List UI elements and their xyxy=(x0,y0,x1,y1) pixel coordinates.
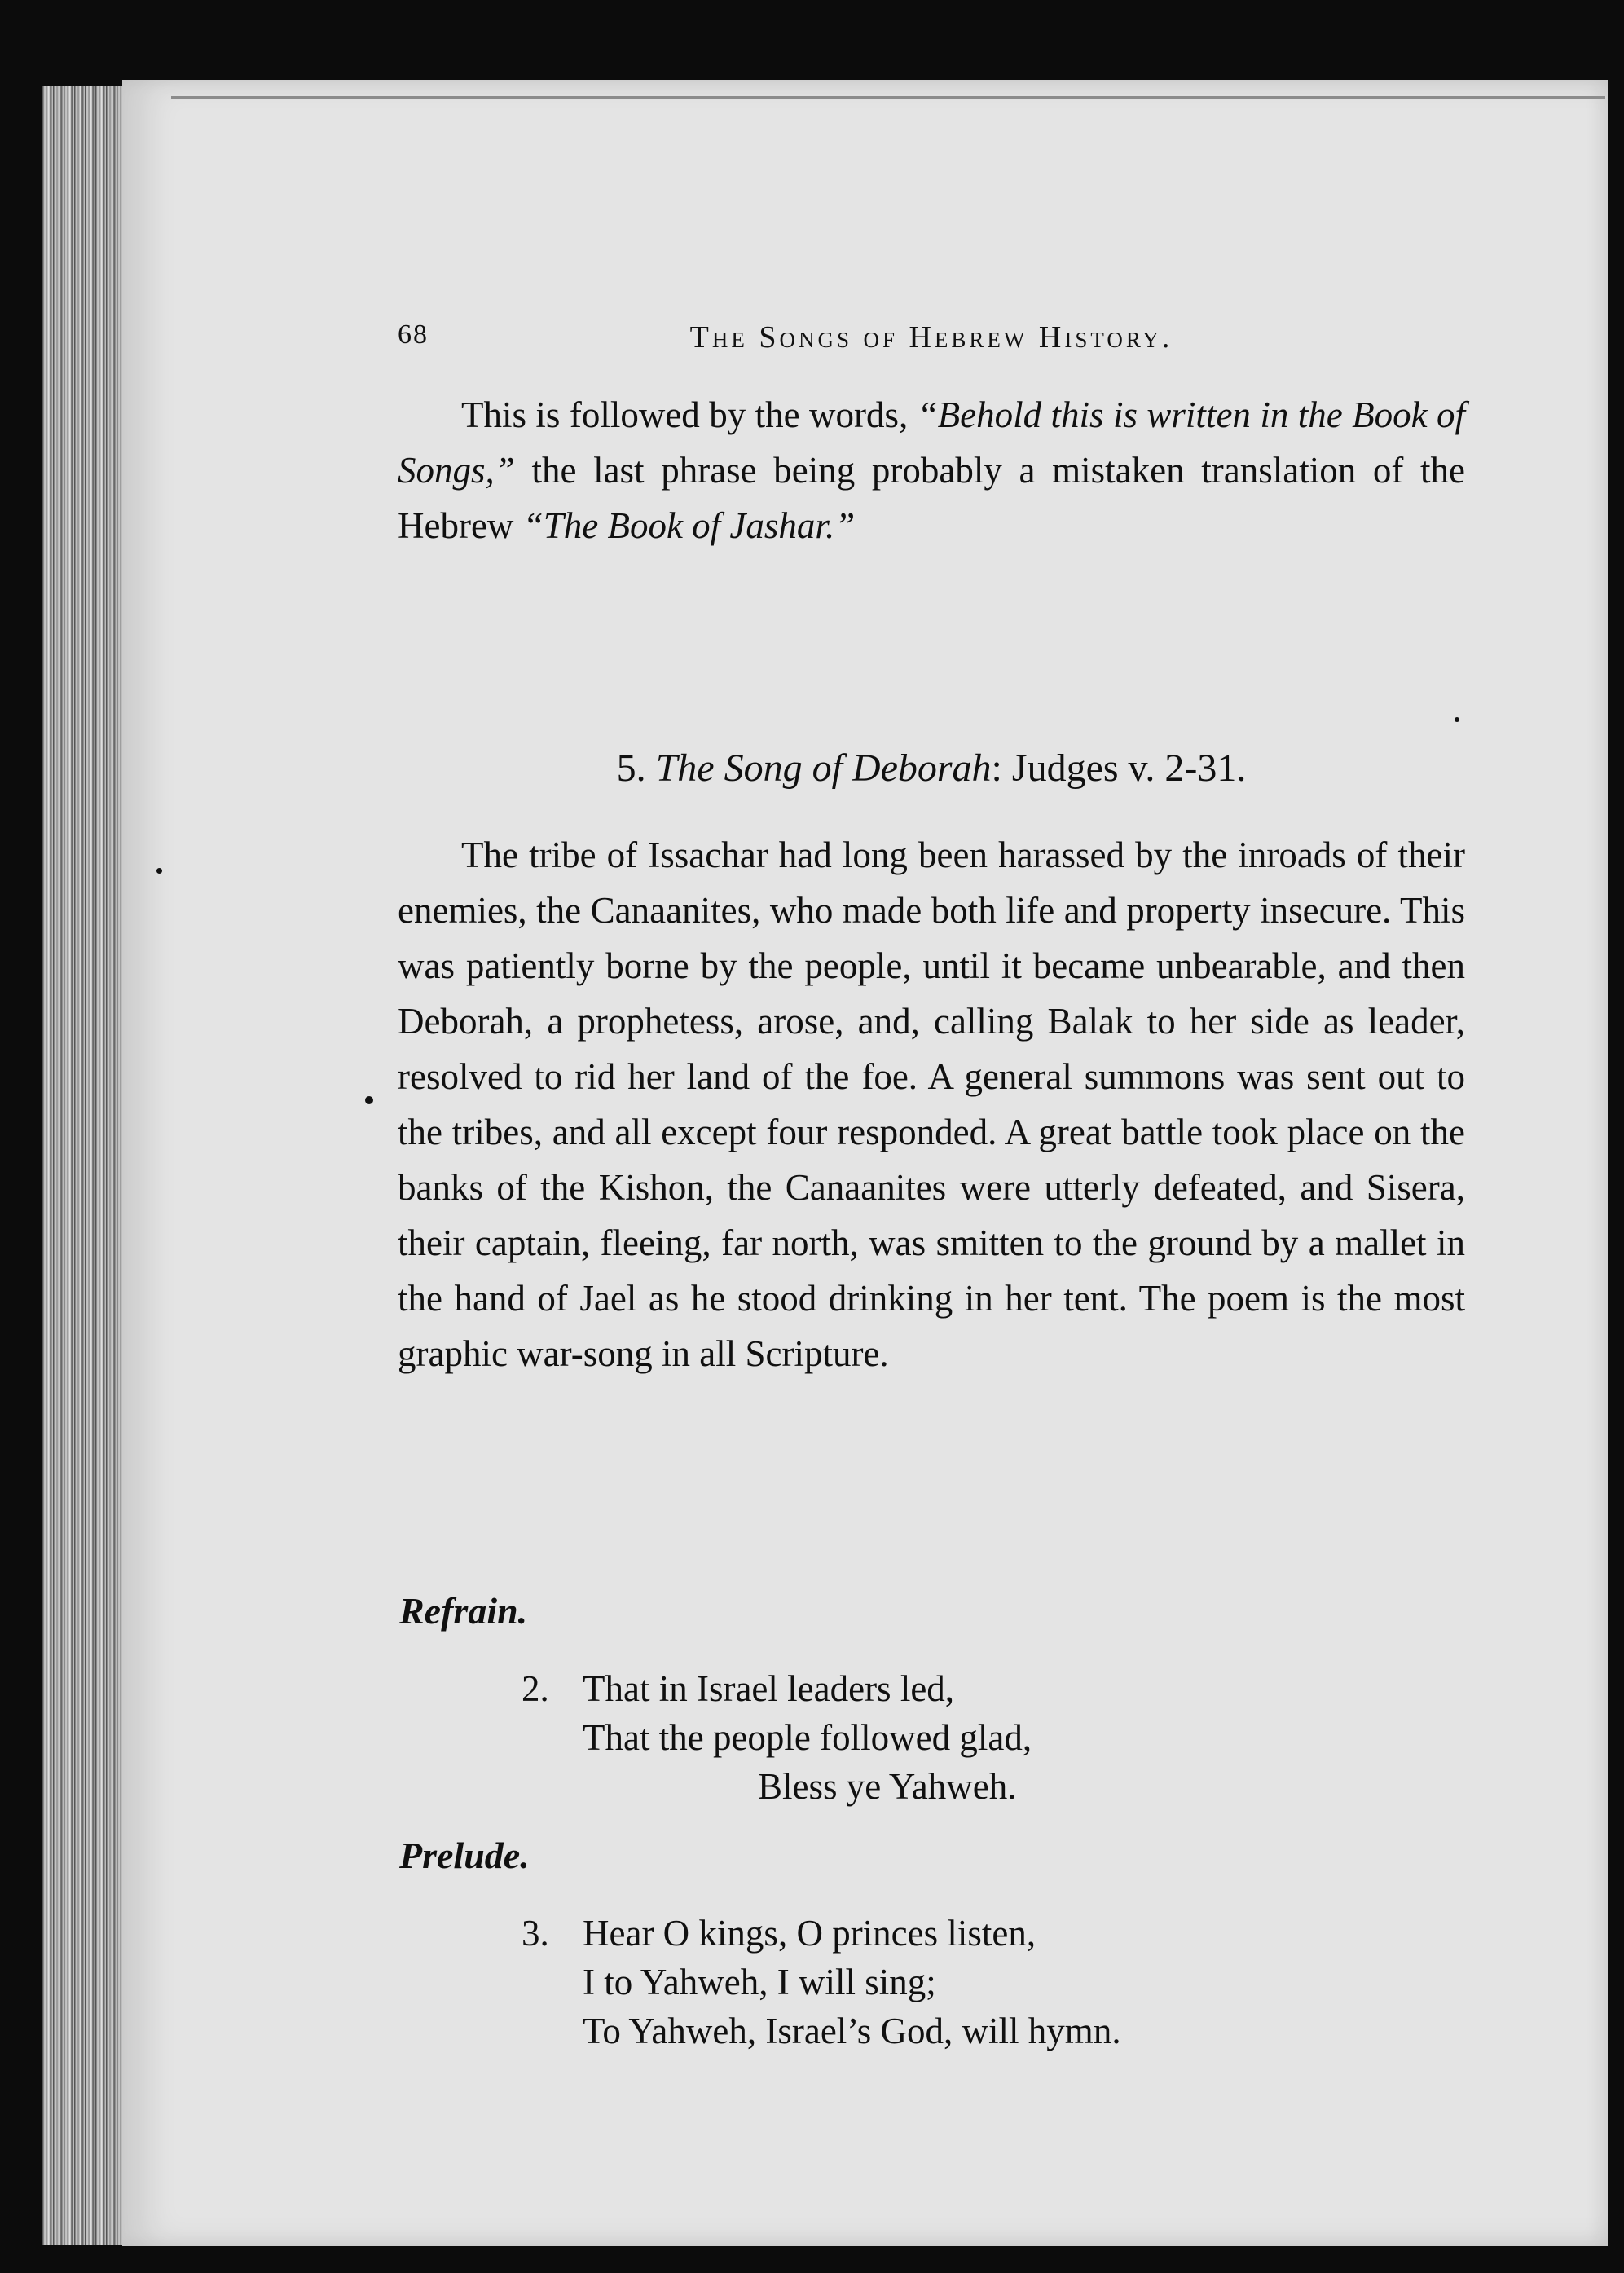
intro-text-middle: the last phrase being probably a mistaken translation of the Hebrew xyxy=(398,450,1465,546)
verse-line-text: That the people followed glad, xyxy=(583,1717,1032,1758)
page-top-edge xyxy=(171,96,1605,99)
ink-speck xyxy=(365,1096,373,1104)
refrain-label: Refrain. xyxy=(399,1590,528,1632)
verse-line-text: Hear O kings, O princes listen, xyxy=(583,1913,1036,1954)
book-page-edges xyxy=(42,86,132,2245)
prelude-verse xyxy=(522,1909,1121,2055)
verse-line xyxy=(522,1762,1032,1811)
book-of-jashar-quote: “The Book of Jashar.” xyxy=(522,505,856,546)
verse-line xyxy=(522,1909,1121,1958)
ink-speck xyxy=(156,868,162,874)
section-number: 5. xyxy=(616,747,646,790)
deborah-paragraph: The tribe of Issachar had long been harassed by the inroads of their enemies, the Canaanites, who made both life and property insecure. This was patiently borne by the people, until it became unbearable, and then Deborah, a prophetess, arose, and, calling Balak to her side as leader, resolved to rid her land of the foe. A general summons was sent out to the tribes, and all except four responded. A great battle took place on the banks of the Kishon, the Canaanites were utterly defeated, and Sisera, their captain, fleeing, far north, was smitten to the ground by a mallet in the hand of Jael as he stood drinking in her tent. The poem is the most graphic war-song in all Scripture. xyxy=(398,835,1465,1374)
section-heading xyxy=(398,746,1465,791)
verse-line-text: Bless ye Yahweh. xyxy=(758,1766,1017,1807)
verse-line-text: I to Yahweh, I will sing; xyxy=(583,1962,936,2002)
ink-speck xyxy=(1455,717,1459,722)
verse-line xyxy=(522,1664,1032,1713)
book-of-songs-quote: “Behold this is written in the Book of Songs,” xyxy=(398,394,1465,491)
page-number: 68 xyxy=(398,319,429,350)
running-header xyxy=(398,319,1465,368)
verse-line xyxy=(522,2006,1121,2055)
intro-paragraph xyxy=(398,387,1465,553)
verse-line xyxy=(522,1958,1121,2006)
intro-text-start: This is followed by the words, xyxy=(461,394,918,435)
verse-line-text: That in Israel leaders led, xyxy=(583,1668,955,1709)
running-title: The Songs of Hebrew History. xyxy=(689,320,1173,355)
prelude-label: Prelude. xyxy=(399,1835,530,1876)
refrain-verse xyxy=(522,1664,1032,1811)
verse-number: 3. xyxy=(522,1913,549,1954)
verse-number: 2. xyxy=(522,1668,549,1709)
verse-line xyxy=(522,1713,1032,1762)
verse-line-text: To Yahweh, Israel’s God, will hymn. xyxy=(583,2011,1121,2051)
section-title: The Song of Deborah xyxy=(655,747,992,790)
section-reference: : Judges v. 2-31. xyxy=(991,747,1247,790)
